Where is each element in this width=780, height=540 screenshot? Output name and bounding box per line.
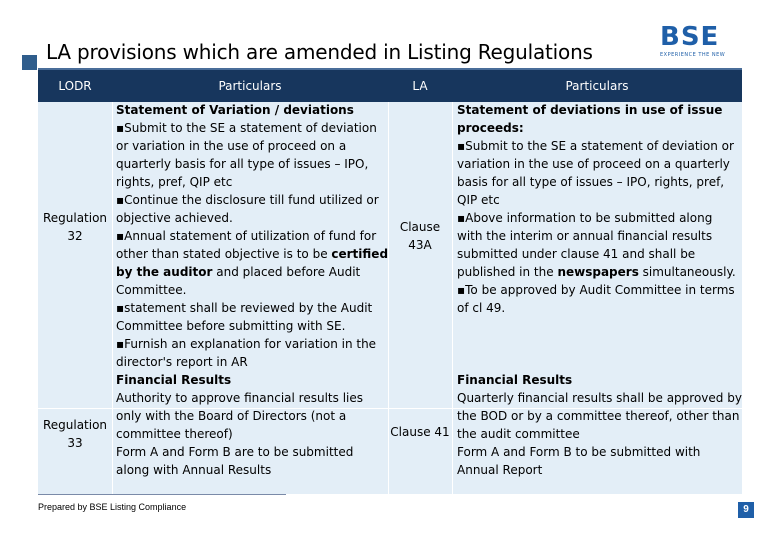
text-line: proceeds: <box>457 121 524 135</box>
text-line: variation in the use of proceed on a quarterly <box>457 157 730 171</box>
text-line: quarterly basis for all type of issues – IPO, <box>116 157 369 171</box>
table-header <box>38 70 742 102</box>
text-line: Committee before submitting with SE. <box>116 319 346 333</box>
text-line: ▪Annual statement of utilization of fund for <box>116 229 377 243</box>
text-line: basis for all type of issues – IPO, rights, pref, <box>457 175 725 189</box>
provisions-table <box>38 70 742 494</box>
text-line: or variation in the use of proceed on a <box>116 139 347 153</box>
bse-logo-tagline: EXPERIENCE THE NEW <box>660 52 726 58</box>
clause-43a-cell <box>388 218 452 254</box>
footer-rule <box>38 494 286 495</box>
la-line: 43A <box>408 238 432 252</box>
text-line: Authority to approve financial results lies <box>116 391 363 405</box>
text-line: Form A and Form B to be submitted with <box>457 445 701 459</box>
text-line: ▪To be approved by Audit Committee in terms <box>457 283 735 297</box>
text-line: the BOD or by a committee thereof, other than <box>457 409 740 423</box>
text-line: Statement of deviations in use of issue <box>457 103 723 117</box>
text-line: objective achieved. <box>116 211 233 225</box>
text-line: Financial Results <box>116 373 232 387</box>
text-line: committee thereof) <box>116 427 233 441</box>
regulation-32-particulars <box>116 101 388 371</box>
text-line: the audit committee <box>457 427 580 441</box>
lodr-line: 33 <box>67 436 83 450</box>
text-line: Statement of Variation / deviations <box>116 103 354 117</box>
text-line: ▪Submit to the SE a statement of deviation or <box>457 139 734 153</box>
bse-logo-text: BSE <box>660 22 720 52</box>
lodr-line: Regulation <box>42 211 108 225</box>
text-line: Form A and Form B are to be submitted <box>116 445 354 459</box>
column-divider <box>452 102 453 494</box>
page-number: 9 <box>738 502 754 518</box>
slide-title: LA provisions which are amended in Listing Regulations <box>46 40 593 64</box>
footer-text: Prepared by BSE Listing Compliance <box>38 502 187 512</box>
text-line: ▪Submit to the SE a statement of deviation <box>116 121 377 135</box>
text-line: Financial Results <box>457 373 573 387</box>
header-la: LA <box>412 79 428 93</box>
text-line: other than stated objective is to be certified <box>116 247 389 261</box>
regulation-33-cell <box>38 416 112 452</box>
la-line: Clause <box>399 220 441 234</box>
clause-41-particulars <box>457 371 742 479</box>
clause-43a-particulars <box>457 101 736 317</box>
header-lodr: LODR <box>58 79 92 93</box>
text-line: QIP etc <box>457 193 500 207</box>
text-line: submitted under clause 41 and shall be <box>457 247 696 261</box>
text-line: ▪statement shall be reviewed by the Audit <box>116 301 373 315</box>
text-line: along with Annual Results <box>116 463 272 477</box>
text-line: director's report in AR <box>116 355 248 369</box>
header-la-particulars: Particulars <box>565 79 629 93</box>
text-line: ▪Above information to be submitted along <box>457 211 713 225</box>
title-bullet <box>22 55 37 70</box>
text-line: with the interim or annual financial results <box>457 229 713 243</box>
regulation-32-cell <box>38 209 112 245</box>
text-line: rights, pref, QIP etc <box>116 175 233 189</box>
lodr-line: 32 <box>67 229 83 243</box>
bse-logo <box>660 22 730 62</box>
column-divider <box>112 102 113 494</box>
lodr-line: Regulation <box>42 418 108 432</box>
text-line: only with the Board of Directors (not a <box>116 409 347 423</box>
text-line: by the auditor and placed before Audit <box>116 265 361 279</box>
text-line: ▪Furnish an explanation for variation in the <box>116 337 377 351</box>
text-line: ▪Continue the disclosure till fund utilized or <box>116 193 379 207</box>
text-line: Annual Report <box>457 463 543 477</box>
text-line: Quarterly financial results shall be approved by <box>457 391 742 405</box>
clause-41-cell <box>388 423 452 441</box>
regulation-33-particulars <box>116 371 363 479</box>
la-line: Clause 41 <box>390 425 450 439</box>
text-line: of cl 49. <box>457 301 506 315</box>
text-line: published in the newspapers simultaneously. <box>457 265 736 279</box>
header-lodr-particulars: Particulars <box>218 79 282 93</box>
text-line: Committee. <box>116 283 187 297</box>
